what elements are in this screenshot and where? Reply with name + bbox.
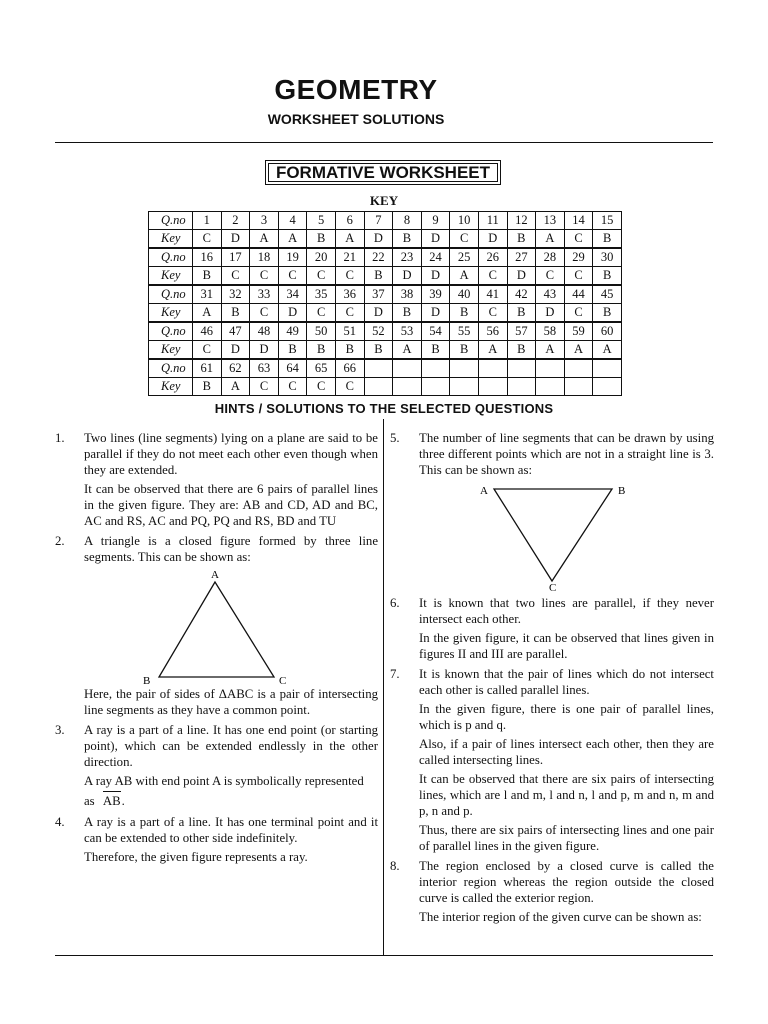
question-number-cell: 2 (221, 212, 250, 230)
answer-cell: B (450, 341, 479, 360)
answer-cell: B (364, 267, 393, 286)
answer-cell: B (507, 341, 536, 360)
question-number-cell: 22 (364, 248, 393, 267)
question-number-cell: 12 (507, 212, 536, 230)
key-table-answer-row (149, 267, 622, 286)
worksheet-title: FORMATIVE WORKSHEET (268, 163, 498, 182)
question-number-cell: 21 (335, 248, 364, 267)
solution-text: A ray is a part of a line. It has one terminal point and it can be extended to other side indefinitely. (84, 815, 378, 845)
answer-cell: B (278, 341, 307, 360)
solution-text: Two lines (line segments) lying on a plane are said to be parallel if they do not meet each other even though when they are extended. (84, 431, 378, 477)
answer-cell: C (564, 304, 593, 323)
worksheet-title-box (265, 160, 501, 185)
answer-cell: D (250, 341, 279, 360)
vertex-label-b: B (618, 485, 626, 497)
hints-heading: HINTS / SOLUTIONS TO THE SELECTED QUESTIONS (214, 401, 554, 416)
triangle-figure (84, 568, 378, 686)
question-number-cell: 17 (221, 248, 250, 267)
question-number-cell: 4 (278, 212, 307, 230)
solution-number: 6. (390, 596, 400, 610)
answer-cell: B (393, 304, 422, 323)
question-number-cell: 11 (478, 212, 507, 230)
row-label: Q.no (149, 248, 193, 267)
answer-cell: A (221, 378, 250, 396)
question-number-cell (536, 359, 565, 378)
answer-cell: B (393, 230, 422, 249)
row-label: Q.no (149, 359, 193, 378)
question-number-cell: 13 (536, 212, 565, 230)
solution-text: Therefore, the given figure represents a ray. (84, 850, 308, 864)
answer-cell: B (364, 341, 393, 360)
page-title: GEOMETRY (274, 74, 438, 105)
question-number-cell: 5 (307, 212, 336, 230)
solution-text: It can be observed that there are 6 pairs of parallel lines in the given figure. They are: AB and CD, AD and BC, AC and RS, AC and PQ, PQ and RS, BD and TU (84, 482, 378, 528)
row-label: Key (149, 378, 193, 396)
ray-ab-symbol: AB (102, 794, 121, 808)
question-number-cell (450, 359, 479, 378)
vertex-label-a: A (211, 569, 219, 581)
solution-number: 7. (390, 667, 400, 681)
answer-cell: D (536, 304, 565, 323)
key-table-qno-row (149, 212, 622, 230)
question-number-cell: 38 (393, 285, 422, 304)
answer-cell: C (478, 304, 507, 323)
answer-cell: C (335, 378, 364, 396)
answer-cell: C (478, 267, 507, 286)
question-number-cell: 31 (193, 285, 222, 304)
answer-cell: B (507, 230, 536, 249)
solution-text: Also, if a pair of lines intersect each other, then they are called intersecting lines. (419, 737, 714, 767)
answer-cell: C (250, 378, 279, 396)
row-label: Key (149, 304, 193, 323)
answer-cell: D (364, 230, 393, 249)
question-number-cell (564, 359, 593, 378)
answer-cell: C (250, 267, 279, 286)
question-number-cell: 41 (478, 285, 507, 304)
answer-cell: C (564, 267, 593, 286)
question-number-cell: 3 (250, 212, 279, 230)
solution-text: It can be observed that there are six pairs of intersecting lines, which are l and m, l and n, l and p, m and n, m and p, n and p. (419, 772, 714, 818)
answer-cell: B (307, 230, 336, 249)
solution-1 (55, 430, 378, 529)
question-number-cell (364, 359, 393, 378)
answer-cell: A (393, 341, 422, 360)
row-label: Q.no (149, 285, 193, 304)
key-table-answer-row (149, 230, 622, 249)
answer-cell: D (421, 267, 450, 286)
answer-cell: D (221, 341, 250, 360)
answer-cell: C (564, 230, 593, 249)
inverted-triangle-figure (419, 481, 714, 591)
answer-cell (564, 378, 593, 396)
question-number-cell: 46 (193, 322, 222, 341)
triangle-shape (159, 582, 274, 677)
column-divider (383, 419, 384, 955)
question-number-cell: 6 (335, 212, 364, 230)
solution-7 (390, 666, 714, 854)
answer-cell (364, 378, 393, 396)
answer-cell: B (193, 267, 222, 286)
question-number-cell: 60 (593, 322, 622, 341)
question-number-cell: 7 (364, 212, 393, 230)
key-table-answer-row (149, 341, 622, 360)
question-number-cell: 8 (393, 212, 422, 230)
answer-cell: B (450, 304, 479, 323)
question-number-cell: 47 (221, 322, 250, 341)
question-number-cell: 15 (593, 212, 622, 230)
solution-text: The interior region of the given curve can be shown as: (419, 910, 702, 924)
question-number-cell: 36 (335, 285, 364, 304)
question-number-cell: 51 (335, 322, 364, 341)
answer-cell: A (250, 230, 279, 249)
solution-6 (390, 595, 714, 662)
question-number-cell: 14 (564, 212, 593, 230)
solution-8 (390, 858, 714, 925)
answer-cell: C (250, 304, 279, 323)
answer-cell: D (478, 230, 507, 249)
ray-notation (84, 792, 378, 810)
answer-cell: B (335, 341, 364, 360)
answer-cell: D (507, 267, 536, 286)
solution-text: In the given figure, it can be observed that lines given in figures II and III are parallel. (419, 631, 714, 661)
solution-text: It is known that the pair of lines which do not intersect each other is called parallel lines. (419, 667, 714, 697)
question-number-cell: 23 (393, 248, 422, 267)
question-number-cell: 61 (193, 359, 222, 378)
answer-cell: A (193, 304, 222, 323)
answer-cell: D (221, 230, 250, 249)
answer-cell: C (278, 267, 307, 286)
question-number-cell: 48 (250, 322, 279, 341)
answer-cell: C (193, 230, 222, 249)
question-number-cell: 16 (193, 248, 222, 267)
answer-cell: A (564, 341, 593, 360)
question-number-cell: 28 (536, 248, 565, 267)
question-number-cell: 30 (593, 248, 622, 267)
inverted-triangle-shape (494, 489, 612, 581)
vertex-label-c: C (549, 582, 557, 591)
key-table-qno-row (149, 322, 622, 341)
row-label: Q.no (149, 212, 193, 230)
key-label: KEY (369, 193, 399, 208)
answer-cell: B (221, 304, 250, 323)
answer-cell: D (393, 267, 422, 286)
vertex-label-c: C (279, 675, 287, 686)
answer-cell: B (421, 341, 450, 360)
row-label: Q.no (149, 322, 193, 341)
answer-cell: D (421, 304, 450, 323)
question-number-cell: 32 (221, 285, 250, 304)
solution-text: In the given figure, there is one pair of parallel lines, which is p and q. (419, 702, 714, 732)
key-table-qno-row (149, 285, 622, 304)
solution-text: The number of line segments that can be drawn by using three different points which are not in a straight line is 3. This can be shown as: (419, 431, 714, 477)
question-number-cell: 66 (335, 359, 364, 378)
answer-cell: B (593, 230, 622, 249)
answer-cell: A (478, 341, 507, 360)
solution-5 (390, 430, 714, 591)
question-number-cell: 29 (564, 248, 593, 267)
question-number-cell: 50 (307, 322, 336, 341)
question-number-cell (421, 359, 450, 378)
solution-number: 8. (390, 859, 400, 873)
solution-text: A ray is a part of a line. It has one end point (or starting point), which can be extended endlessly in the other direction. (84, 723, 378, 769)
question-number-cell: 57 (507, 322, 536, 341)
solution-number: 3. (55, 723, 65, 737)
answer-cell: C (307, 267, 336, 286)
answer-cell: A (593, 341, 622, 360)
page-subtitle: WORKSHEET SOLUTIONS (267, 111, 445, 127)
bottom-rule (55, 955, 713, 956)
answer-cell (507, 378, 536, 396)
ray-notation-as: as (84, 794, 95, 808)
answer-cell: A (536, 341, 565, 360)
answer-cell: C (307, 378, 336, 396)
question-number-cell: 56 (478, 322, 507, 341)
answer-cell: A (335, 230, 364, 249)
answer-cell: D (278, 304, 307, 323)
answer-cell: B (193, 378, 222, 396)
answer-cell: C (335, 304, 364, 323)
key-table-qno-row (149, 248, 622, 267)
question-number-cell: 24 (421, 248, 450, 267)
question-number-cell: 55 (450, 322, 479, 341)
answer-cell: A (278, 230, 307, 249)
question-number-cell: 64 (278, 359, 307, 378)
question-number-cell: 40 (450, 285, 479, 304)
question-number-cell: 18 (250, 248, 279, 267)
question-number-cell: 25 (450, 248, 479, 267)
answer-cell (421, 378, 450, 396)
vertex-label-a: A (480, 485, 488, 497)
key-table-answer-row (149, 378, 622, 396)
question-number-cell: 43 (536, 285, 565, 304)
question-number-cell: 62 (221, 359, 250, 378)
answer-cell: C (193, 341, 222, 360)
solution-text: It is known that two lines are parallel, if they never intersect each other. (419, 596, 714, 626)
question-number-cell: 10 (450, 212, 479, 230)
answer-cell: C (278, 378, 307, 396)
question-number-cell (393, 359, 422, 378)
top-rule (55, 142, 713, 143)
solution-number: 5. (390, 431, 400, 445)
row-label: Key (149, 341, 193, 360)
question-number-cell: 27 (507, 248, 536, 267)
answer-cell: C (307, 304, 336, 323)
solution-4 (55, 814, 378, 865)
question-number-cell: 49 (278, 322, 307, 341)
row-label: Key (149, 230, 193, 249)
solution-text: Here, the pair of sides of ΔABC is a pair of intersecting line segments as they have a common point. (84, 687, 378, 717)
question-number-cell: 9 (421, 212, 450, 230)
solution-text: A triangle is a closed figure formed by three line segments. This can be shown as: (84, 534, 378, 564)
question-number-cell (507, 359, 536, 378)
question-number-cell (478, 359, 507, 378)
question-number-cell: 37 (364, 285, 393, 304)
question-number-cell: 63 (250, 359, 279, 378)
solution-text: A ray AB with end point A is symbolically represented (84, 774, 364, 788)
solution-2 (55, 533, 378, 718)
solution-number: 4. (55, 815, 65, 829)
question-number-cell: 45 (593, 285, 622, 304)
answer-cell: C (450, 230, 479, 249)
answer-cell (450, 378, 479, 396)
left-column (55, 430, 378, 869)
question-number-cell: 65 (307, 359, 336, 378)
answer-cell: A (450, 267, 479, 286)
answer-cell: A (536, 230, 565, 249)
solution-3 (55, 722, 378, 810)
solution-text: The region enclosed by a closed curve is called the interior region whereas the region outside the closed curve is called the exterior region. (419, 859, 714, 905)
question-number-cell: 19 (278, 248, 307, 267)
question-number-cell: 20 (307, 248, 336, 267)
question-number-cell: 44 (564, 285, 593, 304)
answer-cell: D (421, 230, 450, 249)
answer-cell (593, 378, 622, 396)
key-table-qno-row (149, 359, 622, 378)
key-table-answer-row (149, 304, 622, 323)
answer-cell (393, 378, 422, 396)
right-column (390, 430, 714, 929)
question-number-cell: 35 (307, 285, 336, 304)
answer-cell: B (593, 267, 622, 286)
solution-text: Thus, there are six pairs of intersecting lines and one pair of parallel lines in the given figure. (419, 823, 714, 853)
answer-cell: C (335, 267, 364, 286)
question-number-cell: 39 (421, 285, 450, 304)
question-number-cell: 33 (250, 285, 279, 304)
answer-cell (478, 378, 507, 396)
row-label: Key (149, 267, 193, 286)
question-number-cell: 53 (393, 322, 422, 341)
answer-cell: D (364, 304, 393, 323)
question-number-cell: 52 (364, 322, 393, 341)
question-number-cell: 58 (536, 322, 565, 341)
solution-number: 1. (55, 431, 65, 445)
question-number-cell: 26 (478, 248, 507, 267)
answer-key-table (148, 211, 622, 396)
solution-number: 2. (55, 534, 65, 548)
question-number-cell: 59 (564, 322, 593, 341)
answer-cell: B (307, 341, 336, 360)
answer-cell: C (221, 267, 250, 286)
question-number-cell: 1 (193, 212, 222, 230)
ray-notation-end: . (121, 794, 125, 808)
answer-cell: B (593, 304, 622, 323)
answer-cell (536, 378, 565, 396)
question-number-cell: 42 (507, 285, 536, 304)
answer-cell: B (507, 304, 536, 323)
question-number-cell: 34 (278, 285, 307, 304)
question-number-cell (593, 359, 622, 378)
answer-cell: C (536, 267, 565, 286)
vertex-label-b: B (143, 675, 151, 686)
question-number-cell: 54 (421, 322, 450, 341)
